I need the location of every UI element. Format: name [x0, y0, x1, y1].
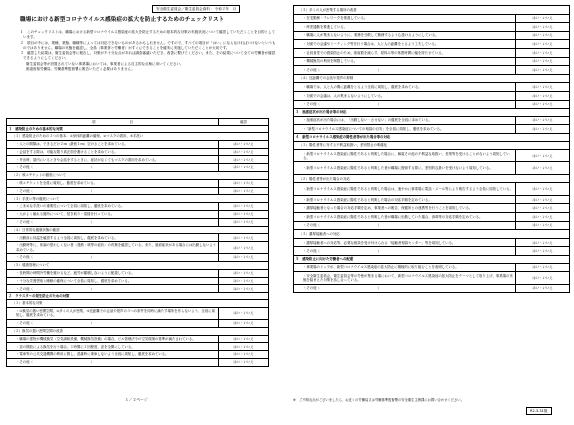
checklist-item-text: ・濃厚接触者への対応等、必要な相談を受け付けられる「接触者相談センター」等を周知している。: [294, 238, 516, 247]
checklist-item-text: ・電車等の公共交通機関の利用に際し、混雑時に乗車しないよう全員に周知し、徹底を求めている。: [7, 351, 219, 359]
checklist-row: [294, 116, 570, 125]
yes-no-options[interactable]: はい・いいえ: [219, 358, 269, 366]
checklist-row: [7, 210, 269, 218]
yes-no-options[interactable]: はい・いいえ: [516, 213, 570, 222]
yes-no-options[interactable]: はい・いいえ: [516, 83, 570, 92]
checklist-row: [294, 263, 570, 272]
checklist-item-text: ・安全衛生委員会、衛生委員会等の労使が集まる場において、新型コロナウイルス感染症の拡大防止をテーマとして取り上げ、事業場の実態を踏まえた対策を話し合っている。: [294, 272, 516, 284]
column-header-item: 項 目: [7, 119, 219, 126]
checklist-item-text: ・新型コロナウイルス感染症に陽性であると判明した場合に、解雇その他の不利益な取扱い、差別等を受けることがないよう周知している。: [294, 150, 516, 162]
checklist-row: [294, 100, 570, 109]
section-heading: ３ 風邪症状が出た場合等の対応: [294, 109, 570, 117]
checklist-row: [294, 221, 570, 230]
checklist-table-left: [6, 118, 269, 367]
yes-no-options[interactable]: はい・いいえ: [219, 351, 269, 359]
checklist-item-text: ・十分な栄養摂取と睡眠の確保について全員に周知し、徹底を求めている。: [7, 277, 219, 285]
checklist-row: [294, 272, 570, 284]
checklist-row: [7, 254, 269, 262]
intro-note-2: 都道府県労働局、労働基準監督署に報告いただく必要はありません。: [26, 67, 135, 71]
section-row: [7, 293, 269, 300]
yes-no-options[interactable]: はい・いいえ: [516, 272, 570, 284]
yes-no-options[interactable]: はい・いいえ: [516, 14, 570, 23]
checklist-row: [7, 343, 269, 351]
checklist-row: [294, 40, 570, 49]
yes-no-options[interactable]: はい・いいえ: [219, 148, 269, 156]
checklist-item-text: ・咳エチケットを全員に周知し、徹底を求めている。: [7, 179, 219, 187]
checklist-row: [7, 242, 269, 254]
checklist-row: [7, 335, 269, 343]
checklist-row: [294, 204, 570, 213]
yes-no-options[interactable]: はい・いいえ: [516, 91, 570, 100]
checklist-row: [7, 179, 269, 187]
checklist-item-text: ・人との間隔は、できるだけ２ｍ（最低１ｍ）空けることを求めている。: [7, 140, 219, 148]
yes-no-options[interactable]: はい・いいえ: [516, 23, 570, 32]
subsection-heading: （２）陽性者等が出た場合の対応: [294, 174, 570, 183]
subsection-row: [294, 6, 570, 15]
checklist-row: [294, 162, 570, 174]
checklist-row: [7, 319, 269, 327]
yes-no-options[interactable]: はい・いいえ: [516, 31, 570, 40]
checklist-item-text: ・新型コロナウイルス感染症に陽性であると判明した場合の対応手順を定めている。: [294, 195, 516, 204]
yes-no-options[interactable]: はい・いいえ: [516, 125, 570, 134]
section-heading: １ 感染防止のための基本的な対策: [7, 126, 269, 133]
checklist-row: [294, 57, 570, 66]
subsection-heading: （３）濃厚接触者への対応: [294, 230, 570, 239]
checklist-item-text: ・①換気の悪い密閉空間、②多くの人が密集、③近距離での会話や発声の３つの条件を同時に満たす場所を作らないよう、全員に周知し、徹底を求めている。: [7, 307, 219, 319]
checklist-item-text: ・外出時、屋内にいるときや会話をするときに、症状がなくてもマスクの着用を求めている。: [7, 156, 219, 164]
checklist-row: [7, 148, 269, 156]
yes-no-options[interactable]: はい・いいえ: [516, 100, 570, 109]
yes-no-options[interactable]: はい・いいえ: [219, 307, 269, 319]
checklist-row: [7, 358, 269, 366]
committee-tag: 安全衛生委員会／衛生委員会資料 ：令和２年 月: [152, 5, 240, 13]
checklist-item-text: ・社員食堂での感染防止のため、座席数を減らす、昼休み等の休憩時間に幅を持たせている。: [294, 48, 516, 57]
subsection-heading: （２）換気の悪い密閉空間の改善: [7, 327, 269, 335]
subsection-heading: （３）手洗い等の徹底について: [7, 195, 269, 203]
checklist-item-text: ・その他（ ）: [294, 66, 516, 75]
checklist-item-text: ・その他（ ）: [7, 285, 219, 293]
section-row: [294, 256, 570, 264]
page-right: [287, 0, 574, 425]
checklist-table-right: [293, 5, 570, 293]
yes-no-options[interactable]: はい・いいえ: [516, 48, 570, 57]
subsection-row: [7, 133, 269, 141]
checklist-row: [294, 213, 570, 222]
checklist-item-text: ・その他（ ）: [7, 358, 219, 366]
checklist-row: [7, 164, 269, 172]
checklist-row: [294, 14, 570, 23]
subsection-heading: （４）近距離での会話や発声の抑制: [294, 74, 570, 83]
yes-no-options[interactable]: はい・いいえ: [219, 203, 269, 211]
checklist-item-text: ・新型コロナウイルス感染症に陽性であると判明した場合は、速やかに事業場に電話・メール等により報告するよう全員に周知している。: [294, 183, 516, 195]
yes-no-options[interactable]: はい・いいえ: [219, 156, 269, 164]
checklist-row: [294, 247, 570, 256]
checklist-item-text: ・在宅勤務・テレワークを推進している。: [294, 14, 516, 23]
page-number: １／２ページ: [125, 397, 148, 402]
checklist-item-text: ・職場の建物が機械換気（空気調和設備、機械換気設備）の場合、ビル管理法令の空気環境の基準が満たされている。: [7, 335, 219, 343]
subsection-heading: （３）多くの人が密集する場所の改善: [294, 6, 570, 15]
checklist-item-text: ・その他（ ）: [294, 284, 516, 293]
checklist-item-text: ・その他（ ）: [7, 254, 219, 262]
checklist-item-text: ・対面での会議やミーティング等を行う場合は、人と人の距離をとるよう工夫している。: [294, 40, 516, 49]
checklist-item-text: ・会話をする際は、可能な限り真正面を避けることを求めている。: [7, 148, 219, 156]
checklist-item-text: ・窓の開放による換気を行う場合、１時間に２回程度、窓を全開にしている。: [7, 343, 219, 351]
yes-no-options[interactable]: はい・いいえ: [516, 66, 570, 75]
subsection-row: [7, 195, 269, 203]
checklist-row: [294, 83, 570, 92]
yes-no-options[interactable]: はい・いいえ: [516, 40, 570, 49]
yes-no-options[interactable]: はい・いいえ: [219, 343, 269, 351]
intro-text: [20, 30, 278, 72]
yes-no-options[interactable]: はい・いいえ: [219, 210, 269, 218]
yes-no-options[interactable]: はい・いいえ: [219, 234, 269, 242]
checklist-item-text: ・その他（ ）: [7, 187, 219, 195]
subsection-heading: （１）感染防止のための３つの基本：①身体的距離の確保、②マスクの着用、③手洗い: [7, 133, 269, 141]
checklist-item-text: ・その他（ ）: [7, 164, 219, 172]
version-date: R2.3.31版: [526, 407, 552, 415]
yes-no-options[interactable]: はい・いいえ: [219, 285, 269, 293]
checklist-item-text: ・風邪症状が出た場合には、「出勤しない・させない」の徹底を全員に求めている。: [294, 116, 516, 125]
yes-no-options[interactable]: はい・いいえ: [219, 242, 269, 254]
intro-paragraph-1: １ このチェックリストは、職場における新型コロナウイルス感染症の拡大を防止するための基本的な対策の実施状況について確認していただくことを目的としています。: [20, 30, 276, 40]
checklist-item-text: ・出勤前に体温を確認するよう全員に周知し、徹底を求めている。: [7, 234, 219, 242]
checklist-row: [7, 269, 269, 277]
yes-no-options[interactable]: はい・いいえ: [516, 150, 570, 162]
checklist-item-text: ・その他（ ）: [294, 221, 516, 230]
checklist-row: [7, 218, 269, 226]
page-title: 職場における新型コロナウイルス感染症の拡大を防止するためのチェックリスト: [20, 17, 225, 23]
intro-paragraph-2: ２ 項目の中には、業種、業態、職種等によっては対応できないものがあるかもしれません。ですので、すべての項目が「はい」にならなければいけないというものではありません。職場の実態を確認し、全員（事業者と労働者）がすぐにできることを確実に実施していただくことが大切です。: [20, 40, 276, 50]
footnote: ※ ご不明な点がございましたら、お近くの労働局又は労働基準監督署の安全衛生主務課にお問い合わせください。: [293, 398, 464, 402]
yes-no-options[interactable]: はい・いいえ: [219, 164, 269, 172]
yes-no-options[interactable]: はい・いいえ: [516, 238, 570, 247]
subsection-row: [294, 230, 570, 239]
section-heading: ２ クラスターの発生防止のための対策: [7, 293, 269, 300]
checklist-row: [294, 195, 570, 204]
checklist-row: [294, 125, 570, 134]
checklist-item-text: ・時差通勤を推進している。: [294, 23, 516, 32]
yes-no-options[interactable]: はい・いいえ: [516, 116, 570, 125]
checklist-row: [7, 140, 269, 148]
yes-no-options[interactable]: はい・いいえ: [516, 221, 570, 230]
yes-no-options[interactable]: はい・いいえ: [219, 254, 269, 262]
checklist-row: [7, 187, 269, 195]
yes-no-options[interactable]: はい・いいえ: [219, 140, 269, 148]
intro-note-1: 衛生委員会等が設置されていない事業場においては、事業者による自主的な点検に用いてください。: [26, 61, 184, 66]
subsection-row: [294, 74, 570, 83]
checklist-item-text: ・新型コロナウイルス感染症に陽性であると判明した者が職場に出勤していた場合、消毒等の対応手順を定めている。: [294, 213, 516, 222]
subsection-heading: （５）健康管理について: [7, 261, 269, 269]
checklist-item-text: ・職場に人が集まらないように、業務を分散して勤務するよう心掛けるようにしている。: [294, 31, 516, 40]
checklist-row: [294, 284, 570, 293]
yes-no-options[interactable]: はい・いいえ: [516, 247, 570, 256]
yes-no-options[interactable]: はい・いいえ: [219, 269, 269, 277]
subsection-row: [7, 327, 269, 335]
checklist-row: [7, 203, 269, 211]
subsection-row: [7, 261, 269, 269]
checklist-row: [294, 23, 570, 32]
yes-no-options[interactable]: はい・いいえ: [219, 218, 269, 226]
checklist-row: [294, 66, 570, 75]
checklist-item-text: ・長時間の時間外労働を避けるなど、疲労が蓄積しないように配慮している。: [7, 269, 219, 277]
section-row: [294, 109, 570, 117]
checklist-row: [294, 150, 570, 162]
checklist-row: [294, 91, 570, 100]
yes-no-options[interactable]: はい・いいえ: [219, 179, 269, 187]
yes-no-options[interactable]: はい・いいえ: [219, 335, 269, 343]
checklist-item-text: ・人がよく触れる箇所について、拭き取り・清掃を行っている。: [7, 210, 219, 218]
yes-no-options[interactable]: はい・いいえ: [219, 319, 269, 327]
checklist-item-text: ・出勤時等に、体調の思わしくない者（発熱・咳等の症状）の有無を確認している。また、風邪症状がある場合には出勤しないよう求めている。: [7, 242, 219, 254]
checklist-item-text: ・その他（ ）: [7, 218, 219, 226]
checklist-row: [7, 156, 269, 164]
column-header-check: 確認: [219, 119, 269, 126]
checklist-row: [7, 285, 269, 293]
checklist-item-text: ・その他（ ）: [294, 247, 516, 256]
subsection-heading: （１）陽性者等に対する不利益取扱い、差別禁止の明確化: [294, 141, 570, 150]
yes-no-options[interactable]: はい・いいえ: [219, 187, 269, 195]
yes-no-options[interactable]: はい・いいえ: [516, 183, 570, 195]
subsection-heading: （４）日常的な健康状態の確認: [7, 226, 269, 234]
checklist-item-text: ・事業場のトップが、新型コロナウイルス感染症の拡大防止に積極的に取り組むことを表明している。: [294, 263, 516, 272]
checklist-row: [7, 277, 269, 285]
subsection-row: [7, 300, 269, 308]
intro-paragraph-3: ３ 確認した結果は、衛生委員会等に報告し、対策が不十分な点があれば調査審議いただき、改善に繋げてください。また、その結果について全ての労働者が確認できるようにしてください。: [20, 51, 276, 61]
section-heading: ５ 感染防止に向けた労働者への配慮: [294, 256, 570, 264]
checklist-row: [294, 183, 570, 195]
subsection-row: [294, 141, 570, 150]
checklist-item-text: ・機械換気の利用を制限している。: [294, 57, 516, 66]
section-row: [294, 133, 570, 141]
yes-no-options[interactable]: はい・いいえ: [516, 204, 570, 213]
subsection-row: [7, 171, 269, 179]
checklist-row: [294, 238, 570, 247]
checklist-item-text: ・その他（ ）: [7, 319, 219, 327]
subsection-heading: （１）基本的な対策: [7, 300, 269, 308]
checklist-item-text: ・新型コロナウイルス感染症に陽性であると判明した者が職場に復帰する際に、差別的な扱いを受けないよう周知している。: [294, 162, 516, 174]
checklist-row: [7, 234, 269, 242]
checklist-item-text: ・こまめな手洗いの重要性について全員に周知し、徹底を求めている。: [7, 203, 219, 211]
yes-no-options[interactable]: はい・いいえ: [516, 195, 570, 204]
subsection-row: [294, 174, 570, 183]
subsection-heading: （２）咳エチケットの徹底について: [7, 171, 269, 179]
subsection-row: [7, 226, 269, 234]
yes-no-options[interactable]: はい・いいえ: [516, 162, 570, 174]
section-row: [7, 126, 269, 133]
yes-no-options[interactable]: はい・いいえ: [516, 284, 570, 293]
yes-no-options[interactable]: はい・いいえ: [219, 277, 269, 285]
yes-no-options[interactable]: はい・いいえ: [516, 263, 570, 272]
section-heading: ４ 新型コロナウイルス感染症の陽性者等が出た場合等の対応: [294, 133, 570, 141]
checklist-row: [7, 307, 269, 319]
checklist-item-text: ・その他（ ）: [294, 100, 516, 109]
checklist-row: [7, 351, 269, 359]
checklist-item-text: ・濃厚接触者となった場合の対応手順を定め、事業者への報告、保健所との連携等を行うことを周知している。: [294, 204, 516, 213]
yes-no-options[interactable]: はい・いいえ: [516, 57, 570, 66]
checklist-item-text: ・職場では、人と人の間に距離をとるよう全員に周知し、徹底を求めている。: [294, 83, 516, 92]
checklist-row: [294, 48, 570, 57]
checklist-row: [294, 31, 570, 40]
checklist-item-text: ・「新型コロナウイルス感染症についての相談の目安」を全員に周知し、徹底を求めている。: [294, 125, 516, 134]
checklist-item-text: ・対面での会議は、人の集まらないようにしている。: [294, 91, 516, 100]
